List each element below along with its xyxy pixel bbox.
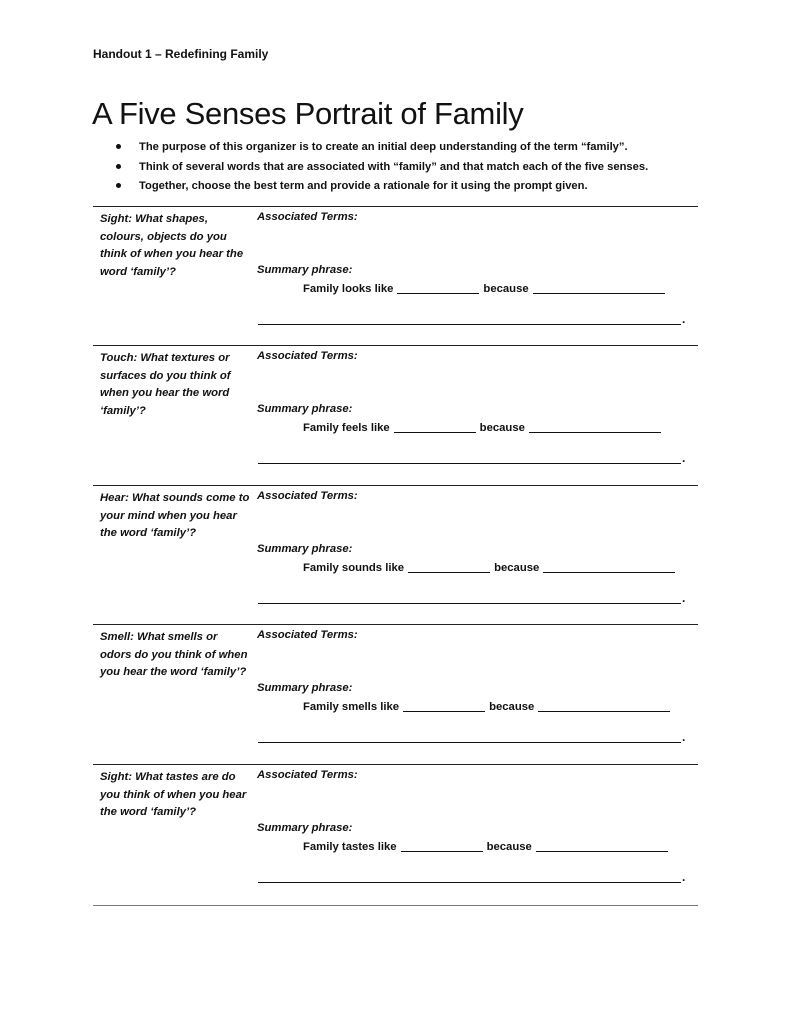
term-blank[interactable] [408,560,490,573]
instruction-item: Together, choose the best term and provide a rationale for it using the prompt given. [112,179,712,199]
summary-phrase-label: Summary phrase: [257,682,353,694]
reason-blank[interactable] [536,839,668,852]
rationale-line[interactable] [258,463,681,464]
sense-section-sight [93,206,698,345]
reason-blank[interactable] [538,699,670,712]
reason-blank[interactable] [529,420,661,433]
associated-terms-label: Associated Terms: [257,350,358,362]
page-title: A Five Senses Portrait of Family [92,96,524,131]
associated-terms-label: Associated Terms: [257,769,358,781]
associated-terms-label: Associated Terms: [257,211,358,223]
because-label: because [483,283,529,295]
sense-section-hear [93,485,698,624]
summary-sentence [303,699,674,713]
sentence-start: Family feels like [303,422,390,434]
summary-phrase-label: Summary phrase: [257,264,353,276]
sense-prompt: Sight: What tastes are do you think of when you hear the word ‘family’? [100,771,247,818]
sentence-start: Family smells like [303,701,400,713]
term-blank[interactable] [401,839,483,852]
reason-blank[interactable] [543,560,675,573]
because-label: because [479,422,525,434]
sense-section-smell [93,624,698,763]
associated-terms-label: Associated Terms: [257,490,358,502]
line-period: . [682,730,686,744]
summary-sentence [303,560,679,574]
line-period: . [682,451,686,465]
because-label: because [494,562,540,574]
sentence-start: Family sounds like [303,562,405,574]
line-period: . [682,870,686,884]
line-period: . [682,591,686,605]
sense-section-touch [93,345,698,484]
sentence-start: Family tastes like [303,841,397,853]
term-blank[interactable] [403,699,485,712]
instruction-item: The purpose of this organizer is to create an initial deep understanding of the term “family”. [112,140,712,160]
rationale-line[interactable] [258,324,681,325]
summary-phrase-label: Summary phrase: [257,822,353,834]
sense-prompt: Smell: What smells or odors do you think of when you hear the word ‘family’? [100,631,248,678]
summary-sentence [303,281,669,295]
instructions-list [112,140,712,199]
rationale-line[interactable] [258,882,681,883]
reason-blank[interactable] [533,281,665,294]
sense-section-taste [93,764,698,903]
handout-label: Handout 1 – Redefining Family [93,47,269,61]
summary-phrase-label: Summary phrase: [257,403,353,415]
rationale-line[interactable] [258,742,681,743]
summary-phrase-label: Summary phrase: [257,543,353,555]
line-period: . [682,312,686,326]
summary-sentence [303,839,672,853]
term-blank[interactable] [397,281,479,294]
summary-sentence [303,420,665,434]
sense-prompt: Sight: What shapes, colours, objects do you think of when you hear the word ‘family’? [100,213,244,278]
term-blank[interactable] [394,420,476,433]
because-label: because [489,701,535,713]
because-label: because [486,841,532,853]
sense-prompt: Hear: What sounds come to your mind when you hear the word ‘family’? [100,492,250,539]
instruction-item: Think of several words that are associated with “family” and that match each of the five senses. [112,160,712,180]
bottom-rule [93,905,698,906]
associated-terms-label: Associated Terms: [257,629,358,641]
sense-prompt: Touch: What textures or surfaces do you think of when you hear the word ‘family’? [100,352,231,417]
sentence-start: Family looks like [303,283,394,295]
rationale-line[interactable] [258,603,681,604]
